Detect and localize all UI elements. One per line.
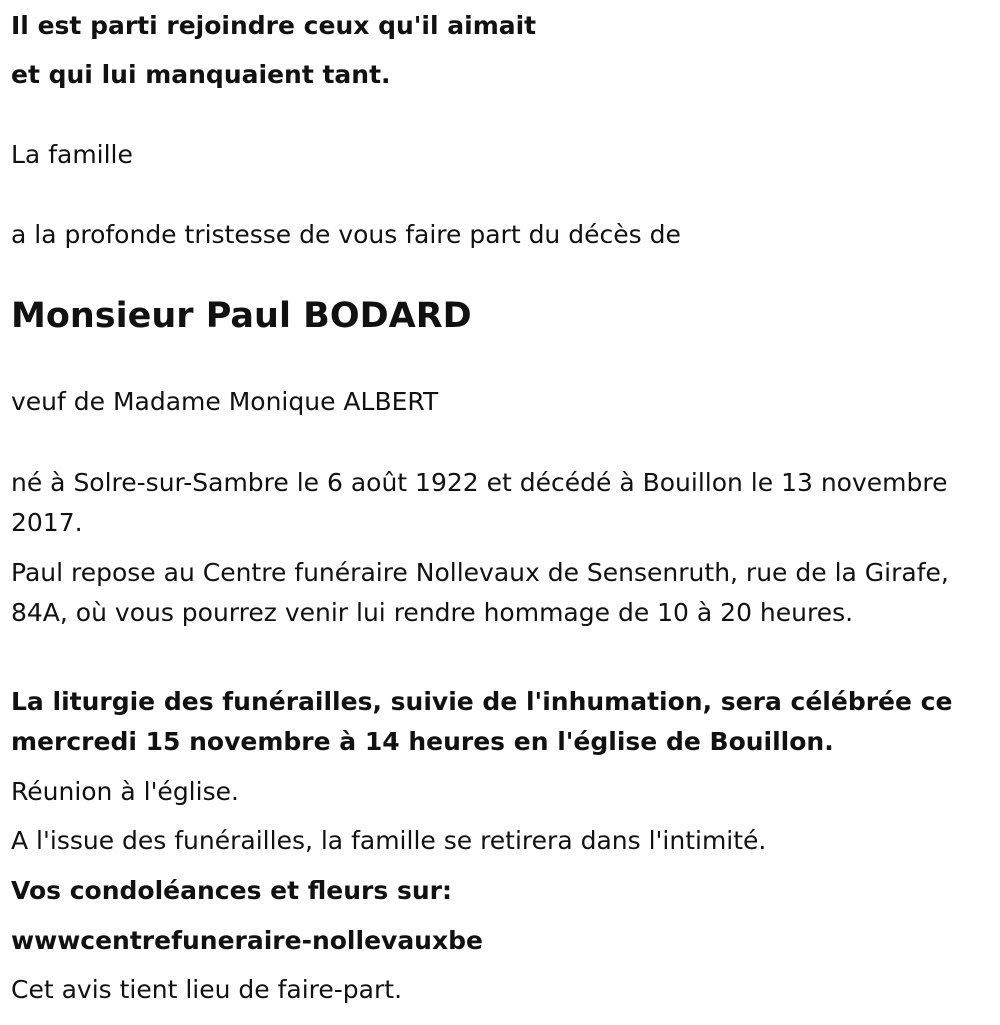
after-funeral-text: A l'issue des funérailles, la famille se retirera dans l'intimité. bbox=[11, 826, 767, 855]
announcement-text: a la profonde tristesse de vous faire part du décès de bbox=[11, 220, 681, 249]
condolences-label: Vos condoléances et fleurs sur: bbox=[11, 876, 452, 905]
epitaph-line-1: Il est parti rejoindre ceux qu'il aimait bbox=[11, 11, 537, 40]
rest-place-text: Paul repose au Centre funéraire Nollevaux de Sensenruth, rue de la Girafe, 84A, où vous pourrez venir lui rendre hommage de 10 à 20 heures. bbox=[11, 558, 949, 627]
spouse-text: veuf de Madame Monique ALBERT bbox=[11, 387, 439, 416]
birth-death-text: né à Solre-sur-Sambre le 6 août 1922 et décédé à Bouillon le 13 novembre 2017. bbox=[11, 468, 948, 537]
liturgy-text: La liturgie des funérailles, suivie de l'inhumation, sera célébrée ce mercredi 15 novembre à 14 heures en l'église de Bouillon. bbox=[11, 687, 953, 756]
deceased-name: Monsieur Paul BODARD bbox=[11, 296, 472, 336]
family-text: La famille bbox=[11, 140, 133, 169]
closing-text: Cet avis tient lieu de faire-part. bbox=[11, 975, 403, 1004]
meeting-text: Réunion à l'église. bbox=[11, 777, 239, 806]
website-text: wwwcentrefuneraire-nollevauxbe bbox=[11, 926, 483, 955]
epitaph-line-2: et qui lui manquaient tant. bbox=[11, 60, 391, 89]
